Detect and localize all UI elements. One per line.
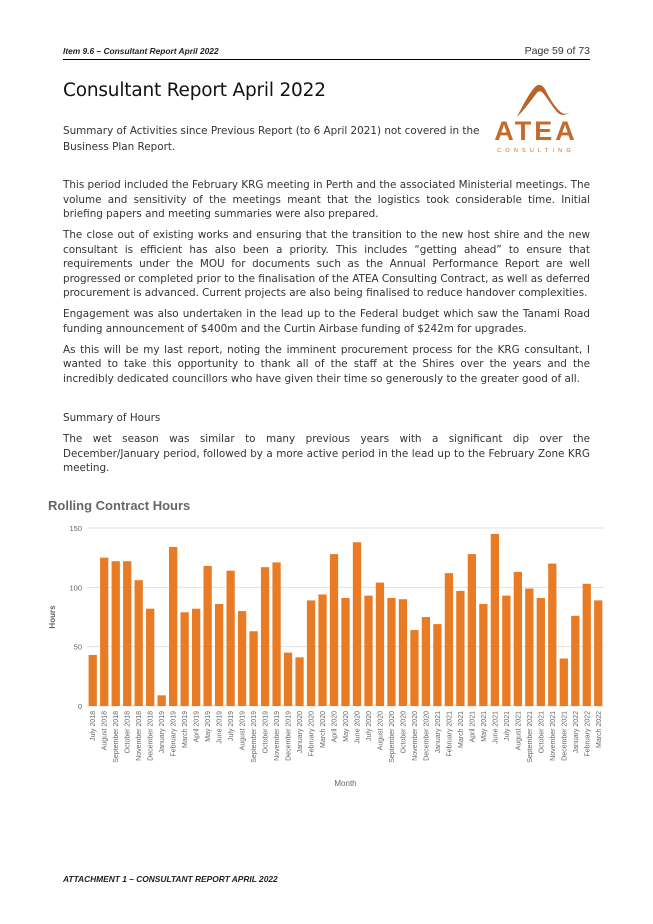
x-tick-label: March 2021 bbox=[457, 711, 465, 748]
x-tick-label: July 2018 bbox=[90, 711, 98, 741]
x-tick-label: December 2019 bbox=[285, 711, 293, 761]
x-tick-label: November 2018 bbox=[136, 711, 144, 761]
header-rule bbox=[63, 59, 590, 60]
summary-text: Summary of Activities since Previous Report (to 6 April 2021) not covered in the Business Plan Report. bbox=[63, 125, 480, 153]
bar bbox=[410, 630, 418, 706]
x-tick-label: March 2019 bbox=[182, 711, 190, 748]
x-tick-label: August 2018 bbox=[101, 711, 109, 751]
bar bbox=[364, 596, 372, 706]
bar bbox=[422, 617, 430, 706]
x-tick-label: June 2021 bbox=[492, 711, 500, 744]
x-tick-label: September 2021 bbox=[526, 711, 534, 763]
bar bbox=[560, 659, 568, 706]
bar bbox=[135, 580, 143, 706]
logo-subtitle: CONSULTING bbox=[497, 148, 575, 154]
x-tick-label: July 2019 bbox=[228, 711, 236, 741]
bar bbox=[468, 554, 476, 706]
x-tick-label: May 2021 bbox=[480, 711, 488, 742]
x-tick-label: January 2021 bbox=[434, 711, 442, 754]
x-tick-label: December 2021 bbox=[561, 711, 569, 761]
report-body bbox=[63, 178, 590, 393]
x-tick-label: October 2019 bbox=[262, 711, 270, 754]
bar bbox=[456, 591, 464, 706]
x-tick-label: July 2020 bbox=[365, 711, 373, 741]
bar bbox=[571, 616, 579, 706]
bar bbox=[353, 542, 361, 706]
x-tick-label: February 2021 bbox=[446, 711, 454, 757]
x-tick-label: September 2018 bbox=[113, 711, 121, 763]
x-tick-label: August 2019 bbox=[239, 711, 247, 751]
bar bbox=[100, 558, 108, 706]
bar bbox=[192, 609, 200, 706]
bar bbox=[502, 596, 510, 706]
x-tick-label: November 2019 bbox=[274, 711, 282, 761]
bar bbox=[123, 561, 131, 706]
bar bbox=[261, 567, 269, 706]
x-tick-label: January 2019 bbox=[159, 711, 167, 754]
x-tick-label: September 2019 bbox=[251, 711, 259, 763]
paragraph-4: As this will be my last report, noting the imminent procurement process for the KRG consultant, I wanted to take this opportunity to thank all of the staff at the Shires over the years and the incredibly dedicated councillors who have given their time so generously to the greater good of all. bbox=[63, 343, 590, 386]
bar bbox=[295, 657, 303, 706]
x-tick-label: May 2020 bbox=[343, 711, 350, 742]
paragraph-3: Engagement was also undertaken in the lead up to the Federal budget which saw the Tanami Road funding announcement of $400m and the Curtin Airbase funding of $242m for upgrades. bbox=[63, 308, 590, 335]
bar bbox=[537, 598, 545, 706]
page-number: Page 59 of 73 bbox=[524, 45, 590, 57]
bar bbox=[284, 653, 292, 706]
bar bbox=[89, 655, 97, 706]
x-tick-label: October 2018 bbox=[124, 711, 132, 754]
bar bbox=[112, 561, 120, 706]
bar bbox=[249, 631, 257, 706]
x-tick-label: March 2022 bbox=[595, 711, 603, 748]
x-tick-label: January 2020 bbox=[297, 711, 305, 754]
bar bbox=[181, 612, 189, 706]
hours-heading: Summary of Hours bbox=[63, 412, 161, 424]
bar bbox=[146, 609, 154, 706]
bar bbox=[330, 554, 338, 706]
bar bbox=[318, 594, 326, 706]
x-tick-label: November 2020 bbox=[411, 711, 419, 761]
x-tick-label: October 2020 bbox=[400, 711, 408, 754]
x-tick-label: August 2021 bbox=[515, 711, 523, 751]
logo-wordmark: ATEA bbox=[494, 116, 578, 146]
bar bbox=[272, 562, 280, 706]
bar bbox=[594, 600, 602, 706]
bar bbox=[514, 572, 522, 706]
x-tick-label: April 2020 bbox=[331, 711, 339, 743]
x-tick-label: June 2019 bbox=[216, 711, 224, 744]
paragraph-2: The close out of existing works and ensuring that the transition to the new host shire and the new consultant is efficient has also been a priority. This includes “getting ahead” to ensure that requirements under the MOU for documents such as the Annual Performance Report are well progressed or completed prior to the finalisation of the ATEA Consulting Contract, as well as deferred procurement is advanced. Current projects are also being finalised to reduce handover complexities. bbox=[63, 229, 590, 300]
bar bbox=[399, 599, 407, 706]
logo-swoosh bbox=[517, 85, 572, 117]
y-tick-label: 50 bbox=[73, 642, 82, 652]
bar bbox=[226, 571, 234, 706]
x-tick-label: February 2022 bbox=[584, 711, 592, 757]
x-tick-label: February 2020 bbox=[308, 711, 316, 757]
x-tick-label: December 2020 bbox=[423, 711, 431, 761]
paragraph-1: This period included the February KRG meeting in Perth and the associated Ministerial meetings. The volume and sensitivity of the meetings meant that the logistics took considerable time. Initial briefing papers and meeting summaries were also prepared. bbox=[63, 179, 590, 221]
page-title: Consultant Report April 2022 bbox=[63, 80, 326, 101]
bar bbox=[583, 584, 591, 706]
x-tick-label: March 2020 bbox=[320, 711, 328, 748]
bar bbox=[445, 573, 453, 706]
bar bbox=[215, 604, 223, 706]
atea-logo bbox=[486, 77, 586, 155]
page-footer: ATTACHMENT 1 – CONSULTANT REPORT APRIL 2022 bbox=[63, 874, 278, 884]
bar bbox=[238, 611, 246, 706]
bar bbox=[169, 547, 177, 706]
bar bbox=[548, 564, 556, 706]
x-tick-label: August 2020 bbox=[377, 711, 385, 751]
chart-title: Rolling Contract Hours bbox=[48, 498, 191, 513]
y-tick-label: 100 bbox=[69, 583, 82, 593]
x-axis-label: Month bbox=[334, 779, 357, 788]
bar bbox=[479, 604, 487, 706]
x-tick-label: October 2021 bbox=[538, 711, 546, 754]
bar bbox=[158, 695, 166, 706]
x-tick-label: February 2019 bbox=[170, 711, 178, 757]
y-axis-label: Hours bbox=[48, 605, 57, 629]
x-tick-label: May 2019 bbox=[205, 711, 213, 742]
x-tick-label: June 2020 bbox=[354, 711, 362, 744]
bar bbox=[433, 624, 441, 706]
y-tick-label: 150 bbox=[69, 524, 82, 533]
page-header-left: Item 9.6 – Consultant Report April 2022 bbox=[63, 46, 219, 56]
y-tick-label: 0 bbox=[77, 702, 82, 711]
bar bbox=[376, 583, 384, 706]
bar bbox=[491, 534, 499, 706]
bar bbox=[387, 598, 395, 706]
hours-text: The wet season was similar to many previous years with a significant dip over the December/January period, followed by a more active period in the lead up to the February Zone KRG meeting. bbox=[63, 433, 590, 475]
x-tick-label: December 2018 bbox=[147, 711, 155, 761]
bar bbox=[525, 589, 533, 706]
bar bbox=[203, 566, 211, 706]
x-tick-label: September 2020 bbox=[388, 711, 396, 763]
bar bbox=[341, 598, 349, 706]
x-tick-label: April 2021 bbox=[469, 711, 477, 743]
x-tick-label: July 2021 bbox=[503, 711, 511, 741]
x-tick-label: November 2021 bbox=[549, 711, 557, 761]
x-tick-label: April 2019 bbox=[193, 711, 201, 743]
rolling-hours-chart bbox=[44, 518, 606, 793]
bar bbox=[307, 600, 315, 706]
x-tick-label: January 2022 bbox=[572, 711, 580, 754]
